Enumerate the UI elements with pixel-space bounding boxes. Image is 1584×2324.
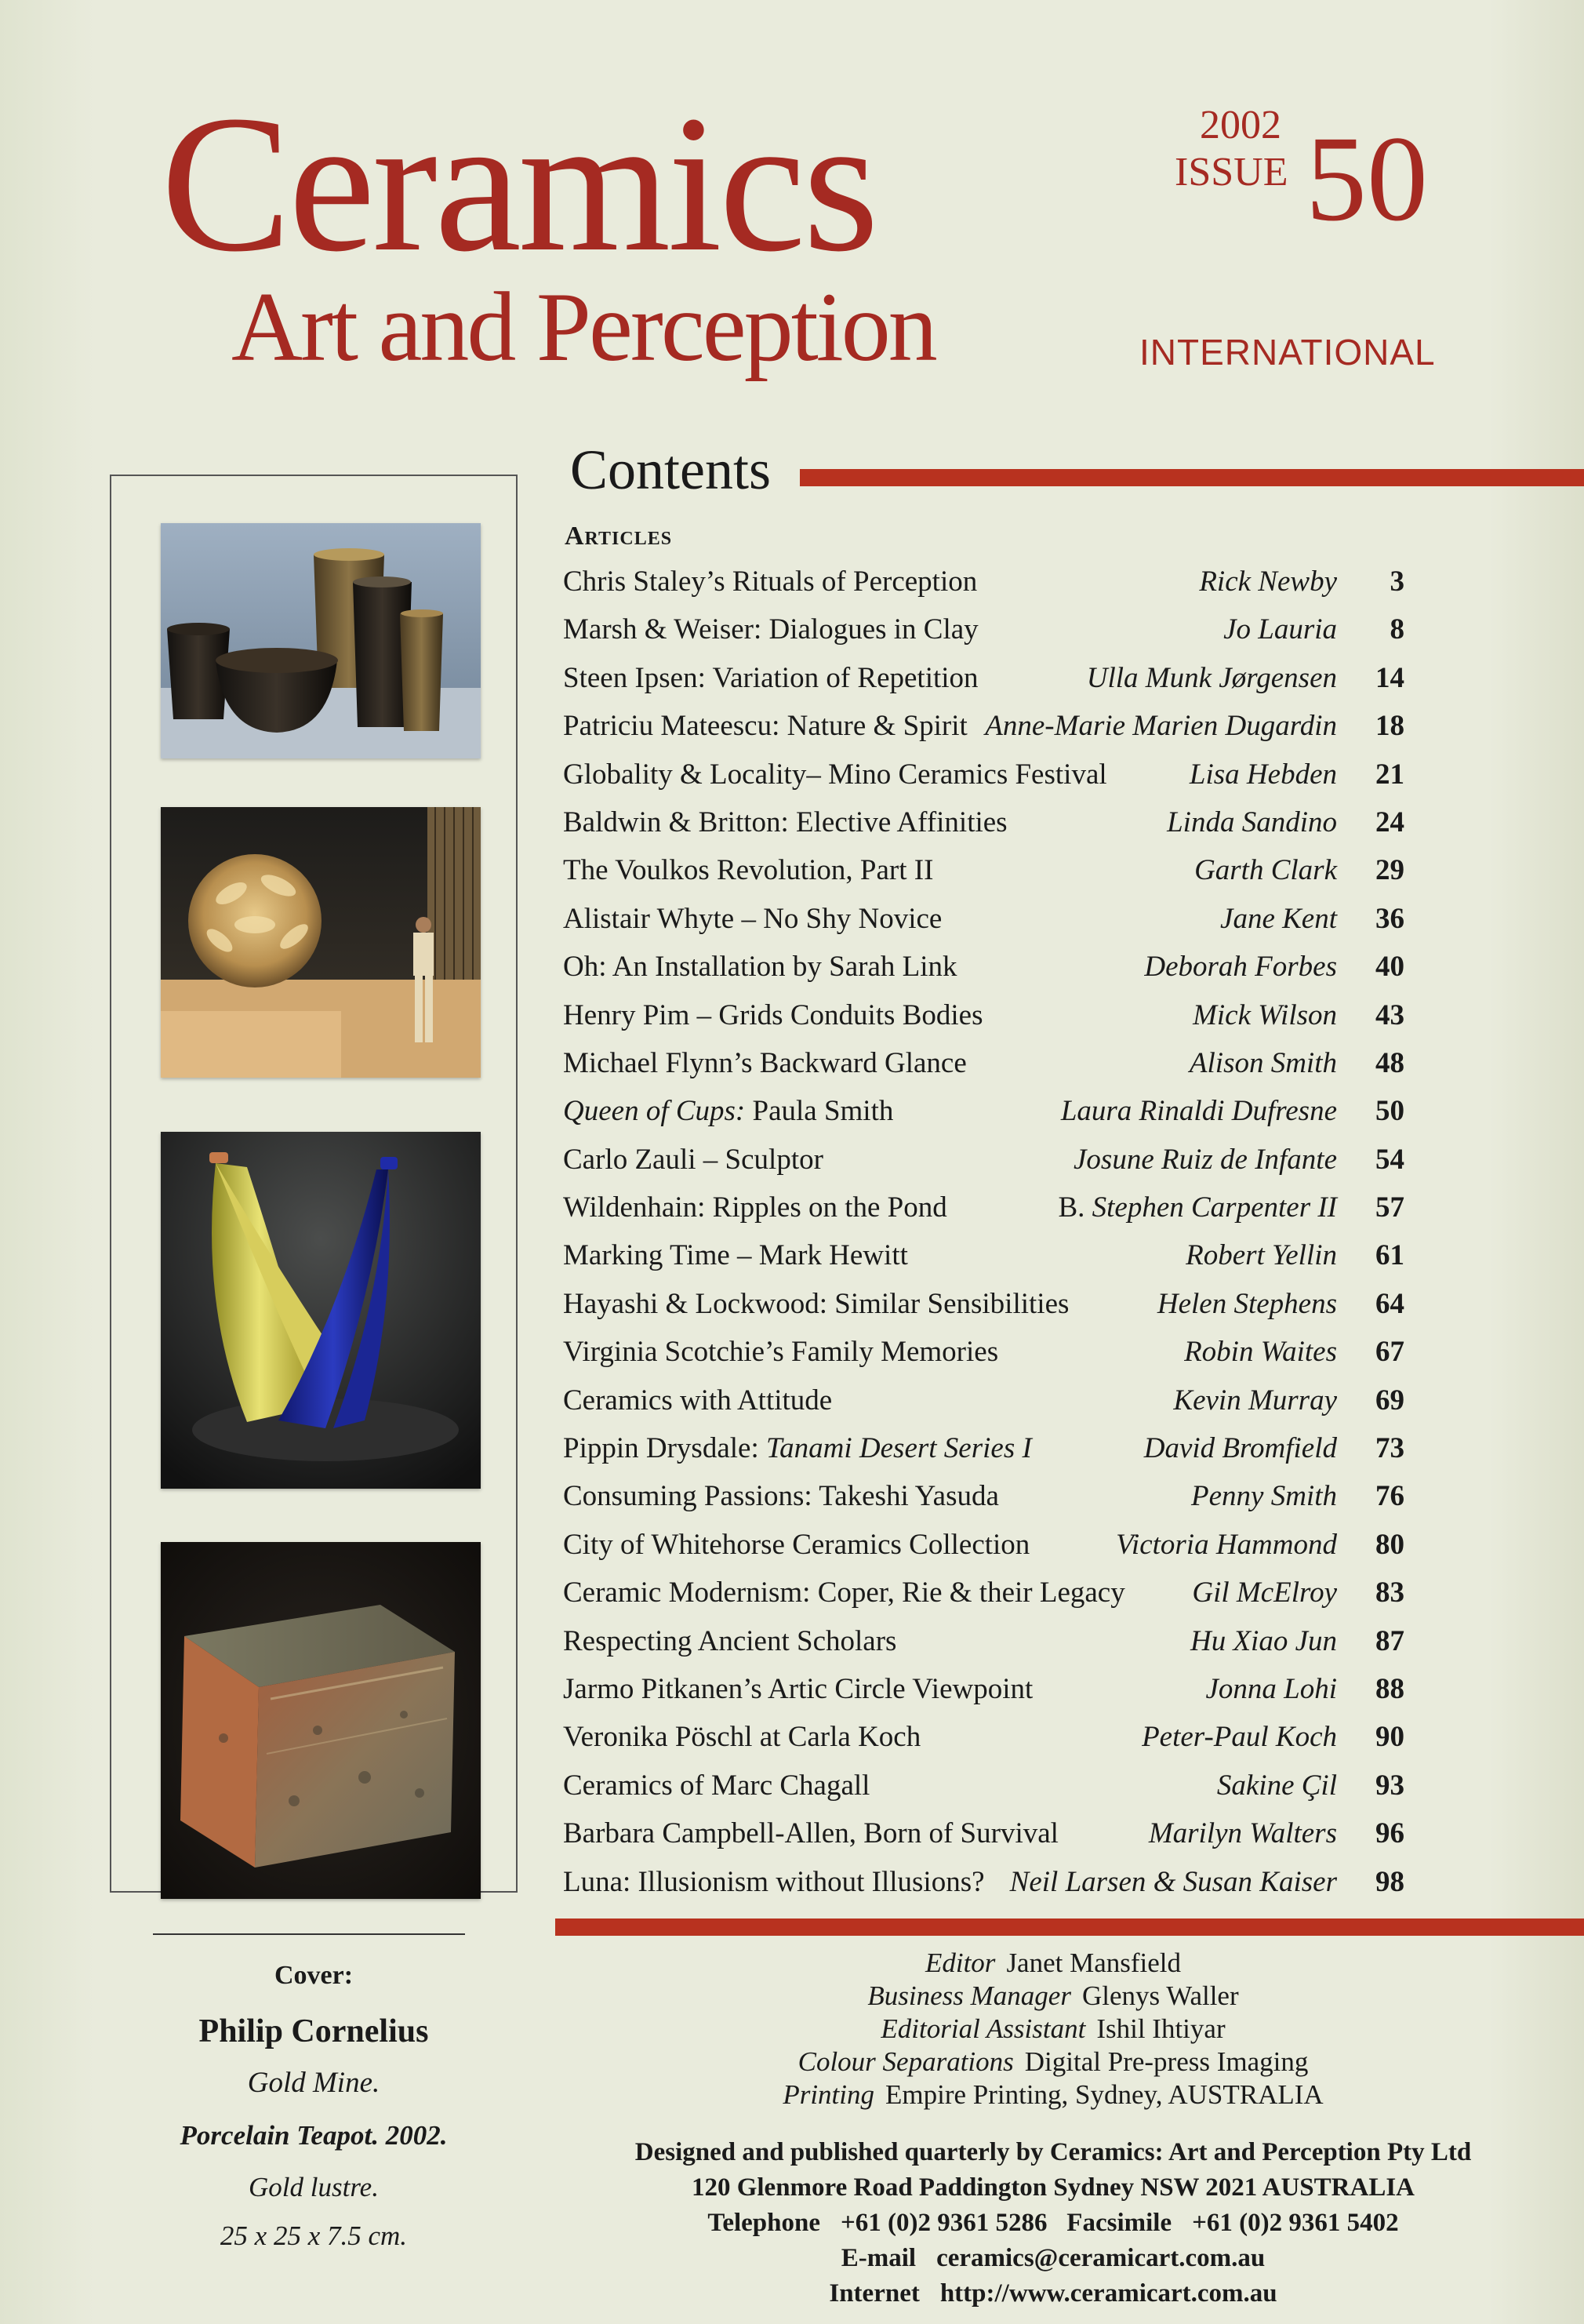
article-title-text: Michael Flynn’s Backward Glance	[563, 1046, 967, 1079]
toc-row[interactable]	[563, 944, 1406, 991]
article-page-number: 88	[1375, 1672, 1404, 1705]
article-title-text: Paula Smith	[745, 1095, 894, 1128]
article-title	[563, 565, 977, 598]
article-author	[1205, 1672, 1337, 1706]
article-page-number: 67	[1375, 1336, 1404, 1369]
articles-section-heading: Articles	[565, 522, 673, 551]
article-title	[563, 950, 957, 984]
article-title-text: Marking Time – Mark Hewitt	[563, 1239, 908, 1272]
article-title-text: Veronika Pöschl at Carla Koch	[563, 1721, 921, 1754]
article-page-number: 24	[1375, 806, 1404, 838]
article-author	[1192, 1576, 1337, 1609]
article-author	[1167, 806, 1337, 839]
article-author-name: Peter-Paul Koch	[1142, 1721, 1337, 1754]
toc-row[interactable]	[563, 1329, 1406, 1377]
toc-row[interactable]	[563, 703, 1406, 751]
article-author-name: Anne-Marie Marien Dugardin	[985, 710, 1337, 743]
article-title-text: City of Whitehorse Ceramics Collection	[563, 1528, 1030, 1561]
email-label: E-mail	[841, 2244, 917, 2272]
article-title-text: Alistair Whyte – No Shy Novice	[563, 902, 943, 935]
credit-line	[555, 1947, 1551, 1980]
article-title-text: Henry Pim – Grids Conduits Bodies	[563, 998, 983, 1031]
article-author-name: Rick Newby	[1199, 566, 1337, 598]
article-title-text: Jarmo Pitkanen’s Artic Circle Viewpoint	[563, 1672, 1034, 1705]
article-title-text: Ceramic Modernism: Coper, Rie & their Legacy	[563, 1577, 1125, 1609]
article-author	[1087, 661, 1337, 695]
article-page-number: 8	[1390, 613, 1404, 646]
article-author-initial: B.	[1058, 1191, 1092, 1224]
article-title-text: Chris Staley’s Rituals of Perception	[563, 566, 978, 598]
article-title-text: Patriciu Mateescu: Nature & Spirit	[563, 710, 968, 743]
article-title	[563, 853, 933, 887]
edition-label: INTERNATIONAL	[1139, 332, 1436, 373]
article-author-name: Mick Wilson	[1193, 998, 1337, 1031]
web-address[interactable]: http://www.ceramicart.com.au	[939, 2279, 1277, 2308]
dark-glazed-cups-and-bowls-photo	[161, 523, 481, 758]
article-author-name: Helen Stephens	[1157, 1287, 1337, 1320]
article-author-name: Neil Larsen & Susan Kaiser	[1009, 1865, 1337, 1898]
article-author	[1157, 1287, 1337, 1321]
article-page-number: 69	[1375, 1384, 1404, 1417]
credit-line	[555, 2079, 1551, 2111]
fax-label: Facsimile	[1066, 2209, 1172, 2237]
toc-row[interactable]	[563, 1088, 1406, 1136]
article-author-name: Hu Xiao Jun	[1190, 1624, 1337, 1657]
toc-row[interactable]	[563, 992, 1406, 1040]
contents-rule	[800, 469, 1584, 486]
article-author-name: Alison Smith	[1189, 1046, 1337, 1079]
article-page-number: 54	[1375, 1143, 1404, 1176]
article-title	[563, 1865, 985, 1899]
credit-role: Printing	[783, 2079, 874, 2110]
cover-caption	[110, 1961, 518, 2252]
article-title	[563, 1335, 998, 1369]
article-title	[563, 1817, 1059, 1850]
article-title-text: Wildenhain: Ripples on the Pond	[563, 1191, 947, 1224]
article-author-name: Robert Yellin	[1186, 1239, 1337, 1272]
publisher-email	[555, 2241, 1551, 2276]
article-page-number: 80	[1375, 1528, 1404, 1561]
article-page-number: 18	[1375, 710, 1404, 743]
article-title	[563, 1576, 1125, 1609]
article-author	[1058, 1191, 1337, 1224]
article-author	[1142, 1720, 1337, 1754]
article-title-text: Carlo Zauli – Sculptor	[563, 1143, 823, 1176]
toc-row[interactable]	[563, 1040, 1406, 1088]
article-page-number: 40	[1375, 951, 1404, 984]
article-author-name: David Bromfield	[1143, 1432, 1337, 1465]
photo-panel	[110, 475, 518, 1893]
article-title	[563, 998, 983, 1032]
article-title	[563, 902, 942, 936]
article-title-text: Respecting Ancient Scholars	[563, 1624, 897, 1657]
article-page-number: 57	[1375, 1191, 1404, 1224]
article-author	[1191, 1479, 1337, 1513]
article-page-number: 61	[1375, 1239, 1404, 1272]
email-address[interactable]: ceramics@ceramicart.com.au	[936, 2244, 1266, 2272]
article-title	[563, 1287, 1069, 1321]
article-author-name: Sakine Çil	[1216, 1769, 1337, 1802]
toc-row[interactable]	[563, 1137, 1406, 1184]
phone-label: Telephone	[707, 2209, 820, 2237]
issue-number: 50	[1306, 111, 1428, 246]
toc-row[interactable]	[563, 1281, 1406, 1329]
cover-title: Gold Mine.	[247, 2067, 380, 2099]
toc-row[interactable]	[563, 1666, 1406, 1714]
article-page-number: 14	[1375, 661, 1404, 694]
article-page-number: 36	[1375, 902, 1404, 935]
article-page-number: 21	[1375, 758, 1404, 791]
article-page-number: 43	[1375, 998, 1404, 1031]
article-page-number: 73	[1375, 1432, 1404, 1465]
article-title-text: Steen Ipsen: Variation of Repetition	[563, 661, 979, 694]
article-author	[1190, 1046, 1337, 1080]
article-author-name: Garth Clark	[1194, 854, 1337, 887]
article-author	[1190, 1624, 1337, 1658]
article-title-text: Marsh & Weiser: Dialogues in Clay	[563, 613, 979, 646]
article-title-text: Oh: An Installation by Sarah Link	[563, 951, 957, 984]
article-author	[1074, 1143, 1337, 1177]
article-author-name: Gil McElroy	[1192, 1577, 1337, 1609]
article-title-text: Barbara Campbell-Allen, Born of Survival	[563, 1817, 1059, 1850]
article-page-number: 50	[1375, 1095, 1404, 1128]
article-title-text: Luna: Illusionism without Illusions?	[563, 1865, 985, 1898]
article-title	[563, 806, 1008, 839]
article-title-italic: Queen of Cups:	[563, 1095, 746, 1128]
article-author	[1184, 1335, 1337, 1369]
credit-line	[555, 1980, 1551, 2013]
publisher-address: 120 Glenmore Road Paddington Sydney NSW 2021 AUSTRALIA	[691, 2173, 1415, 2202]
article-title	[563, 1528, 1030, 1562]
article-title	[563, 1720, 921, 1754]
article-author	[1149, 1817, 1337, 1850]
article-title-text: Baldwin & Britton: Elective Affinities	[563, 806, 1008, 838]
article-title-text: The Voulkos Revolution, Part II	[563, 854, 934, 887]
article-author	[1173, 1384, 1337, 1417]
article-author	[1061, 1094, 1337, 1128]
publisher-info	[555, 2135, 1551, 2311]
blue-and-yellow-vessels-photo	[161, 1132, 481, 1489]
article-author-name: Laura Rinaldi Dufresne	[1060, 1095, 1337, 1128]
article-title	[563, 1624, 896, 1658]
fax-number: +61 (0)2 9361 5402	[1192, 2209, 1399, 2237]
article-title	[563, 1046, 967, 1080]
article-title	[563, 1191, 947, 1224]
article-page-number: 48	[1375, 1046, 1404, 1079]
masthead-subtitle: Art and Perception	[231, 273, 936, 382]
article-title-italic: Tanami Desert Series I	[765, 1432, 1032, 1465]
article-author-name: Marilyn Walters	[1148, 1817, 1337, 1850]
article-page-number: 93	[1375, 1769, 1404, 1802]
article-title	[563, 613, 979, 646]
article-author-name: Robin Waites	[1184, 1336, 1337, 1369]
article-author-name: Josune Ruiz de Infante	[1074, 1143, 1337, 1176]
credit-role: Business Manager	[867, 1980, 1071, 2011]
article-title-text: Hayashi & Lockwood: Similar Sensibilities	[563, 1287, 1070, 1320]
article-author-name: Penny Smith	[1191, 1480, 1337, 1513]
article-title	[563, 1672, 1033, 1706]
article-title-text: Ceramics with Attitude	[563, 1384, 833, 1417]
toc-row[interactable]	[563, 896, 1406, 944]
article-author	[985, 709, 1337, 743]
web-label: Internet	[829, 2279, 920, 2308]
article-title	[563, 709, 968, 743]
toc-row[interactable]	[563, 1569, 1406, 1617]
credit-name: Ishil Ihtiyar	[1096, 2013, 1226, 2044]
credit-line	[555, 2046, 1551, 2079]
article-title-text: Globality & Locality– Mino Ceramics Festival	[563, 758, 1107, 791]
article-author-name: Jane Kent	[1220, 902, 1337, 935]
toc-row[interactable]	[563, 1473, 1406, 1521]
article-author-name: Kevin Murray	[1173, 1384, 1337, 1417]
masthead-title: Ceramics	[161, 75, 877, 293]
cover-divider	[153, 1933, 465, 1935]
cover-label: Cover:	[274, 1961, 354, 1990]
article-author	[1194, 853, 1337, 887]
article-page-number: 87	[1375, 1624, 1404, 1657]
toc-row[interactable]	[563, 1762, 1406, 1810]
article-author	[1116, 1528, 1337, 1562]
table-of-contents	[563, 558, 1406, 1907]
toc-row[interactable]	[563, 606, 1406, 654]
issue-label: ISSUE	[1175, 150, 1288, 195]
article-title	[563, 661, 979, 695]
article-author	[1186, 1238, 1337, 1272]
article-page-number: 76	[1375, 1480, 1404, 1513]
article-page-number: 29	[1375, 854, 1404, 887]
publisher-web	[555, 2276, 1551, 2311]
article-page-number: 83	[1375, 1577, 1404, 1609]
article-page-number: 90	[1375, 1721, 1404, 1754]
article-title	[563, 1769, 870, 1802]
toc-row[interactable]	[563, 1714, 1406, 1762]
bottom-rule	[555, 1918, 1584, 1936]
credit-role: Colour Separations	[797, 2046, 1014, 2077]
cover-artist: Philip Cornelius	[198, 2013, 429, 2049]
article-author-name: Jonna Lohi	[1205, 1672, 1337, 1705]
article-title	[563, 1479, 999, 1513]
article-page-number: 3	[1390, 566, 1404, 598]
article-author-name: Deborah Forbes	[1144, 951, 1337, 984]
article-author	[1144, 1431, 1337, 1465]
article-author-name: Ulla Munk Jørgensen	[1086, 661, 1337, 694]
article-page-number: 64	[1375, 1287, 1404, 1320]
cover-finish: Gold lustre.	[249, 2172, 379, 2202]
cover-work: Porcelain Teapot. 2002.	[180, 2120, 448, 2151]
article-author	[1199, 565, 1337, 598]
large-sculpture-with-figure-photo	[161, 807, 481, 1078]
article-title	[563, 1094, 893, 1128]
toc-row[interactable]	[563, 1377, 1406, 1425]
contents-heading: Contents	[570, 438, 772, 501]
article-author-name: Stephen Carpenter II	[1092, 1191, 1337, 1224]
credit-name: Empire Printing, Sydney, AUSTRALIA	[885, 2079, 1324, 2110]
publisher-line: Designed and published quarterly by Ceramics: Art and Perception Pty Ltd	[634, 2138, 1472, 2166]
staff-credits	[555, 1947, 1551, 2111]
credit-line	[555, 2013, 1551, 2046]
credit-name: Digital Pre-press Imaging	[1024, 2046, 1309, 2077]
article-title-text: Virginia Scotchie’s Family Memories	[563, 1336, 999, 1369]
article-title-text: Pippin Drysdale:	[563, 1432, 766, 1465]
article-author	[1193, 998, 1337, 1032]
toc-row[interactable]	[563, 1618, 1406, 1666]
toc-row[interactable]	[563, 1522, 1406, 1569]
article-author-name: Jo Lauria	[1223, 613, 1337, 646]
toc-row[interactable]	[563, 1232, 1406, 1280]
article-title-text: Ceramics of Marc Chagall	[563, 1769, 870, 1802]
article-title	[563, 1143, 823, 1177]
article-title	[563, 1431, 1032, 1465]
toc-row[interactable]	[563, 1425, 1406, 1473]
article-author	[1223, 613, 1337, 646]
toc-row[interactable]	[563, 799, 1406, 847]
phone-number: +61 (0)2 9361 5286	[841, 2209, 1048, 2237]
article-title	[563, 1384, 832, 1417]
article-author-name: Victoria Hammond	[1116, 1528, 1337, 1561]
toc-row[interactable]	[563, 1810, 1406, 1858]
article-page-number: 98	[1375, 1865, 1404, 1898]
article-author-name: Lisa Hebden	[1189, 758, 1337, 791]
article-author	[1010, 1865, 1337, 1899]
cover-dimensions: 25 x 25 x 7.5 cm.	[220, 2220, 408, 2251]
credit-name: Glenys Waller	[1081, 1980, 1239, 2011]
article-author-name: Linda Sandino	[1167, 806, 1337, 838]
article-page-number: 96	[1375, 1817, 1404, 1850]
issue-year: 2002	[1200, 103, 1281, 147]
publisher-phone-fax	[555, 2206, 1551, 2241]
article-author	[1144, 950, 1337, 984]
credit-role: Editorial Assistant	[881, 2013, 1086, 2044]
credit-role: Editor	[925, 1948, 996, 1978]
toc-row[interactable]	[563, 655, 1406, 703]
toc-row[interactable]	[563, 558, 1406, 606]
credit-name: Janet Mansfield	[1006, 1948, 1182, 1978]
toc-row[interactable]	[563, 751, 1406, 799]
toc-row[interactable]	[563, 847, 1406, 895]
article-title	[563, 1238, 908, 1272]
article-title	[563, 758, 1107, 791]
article-author	[1217, 1769, 1337, 1802]
article-author	[1190, 758, 1337, 791]
article-title-text: Consuming Passions: Takeshi Yasuda	[563, 1480, 999, 1513]
toc-row[interactable]	[563, 1859, 1406, 1907]
article-author	[1220, 902, 1337, 936]
textured-cube-teapot-photo	[161, 1542, 481, 1899]
toc-row[interactable]	[563, 1184, 1406, 1232]
